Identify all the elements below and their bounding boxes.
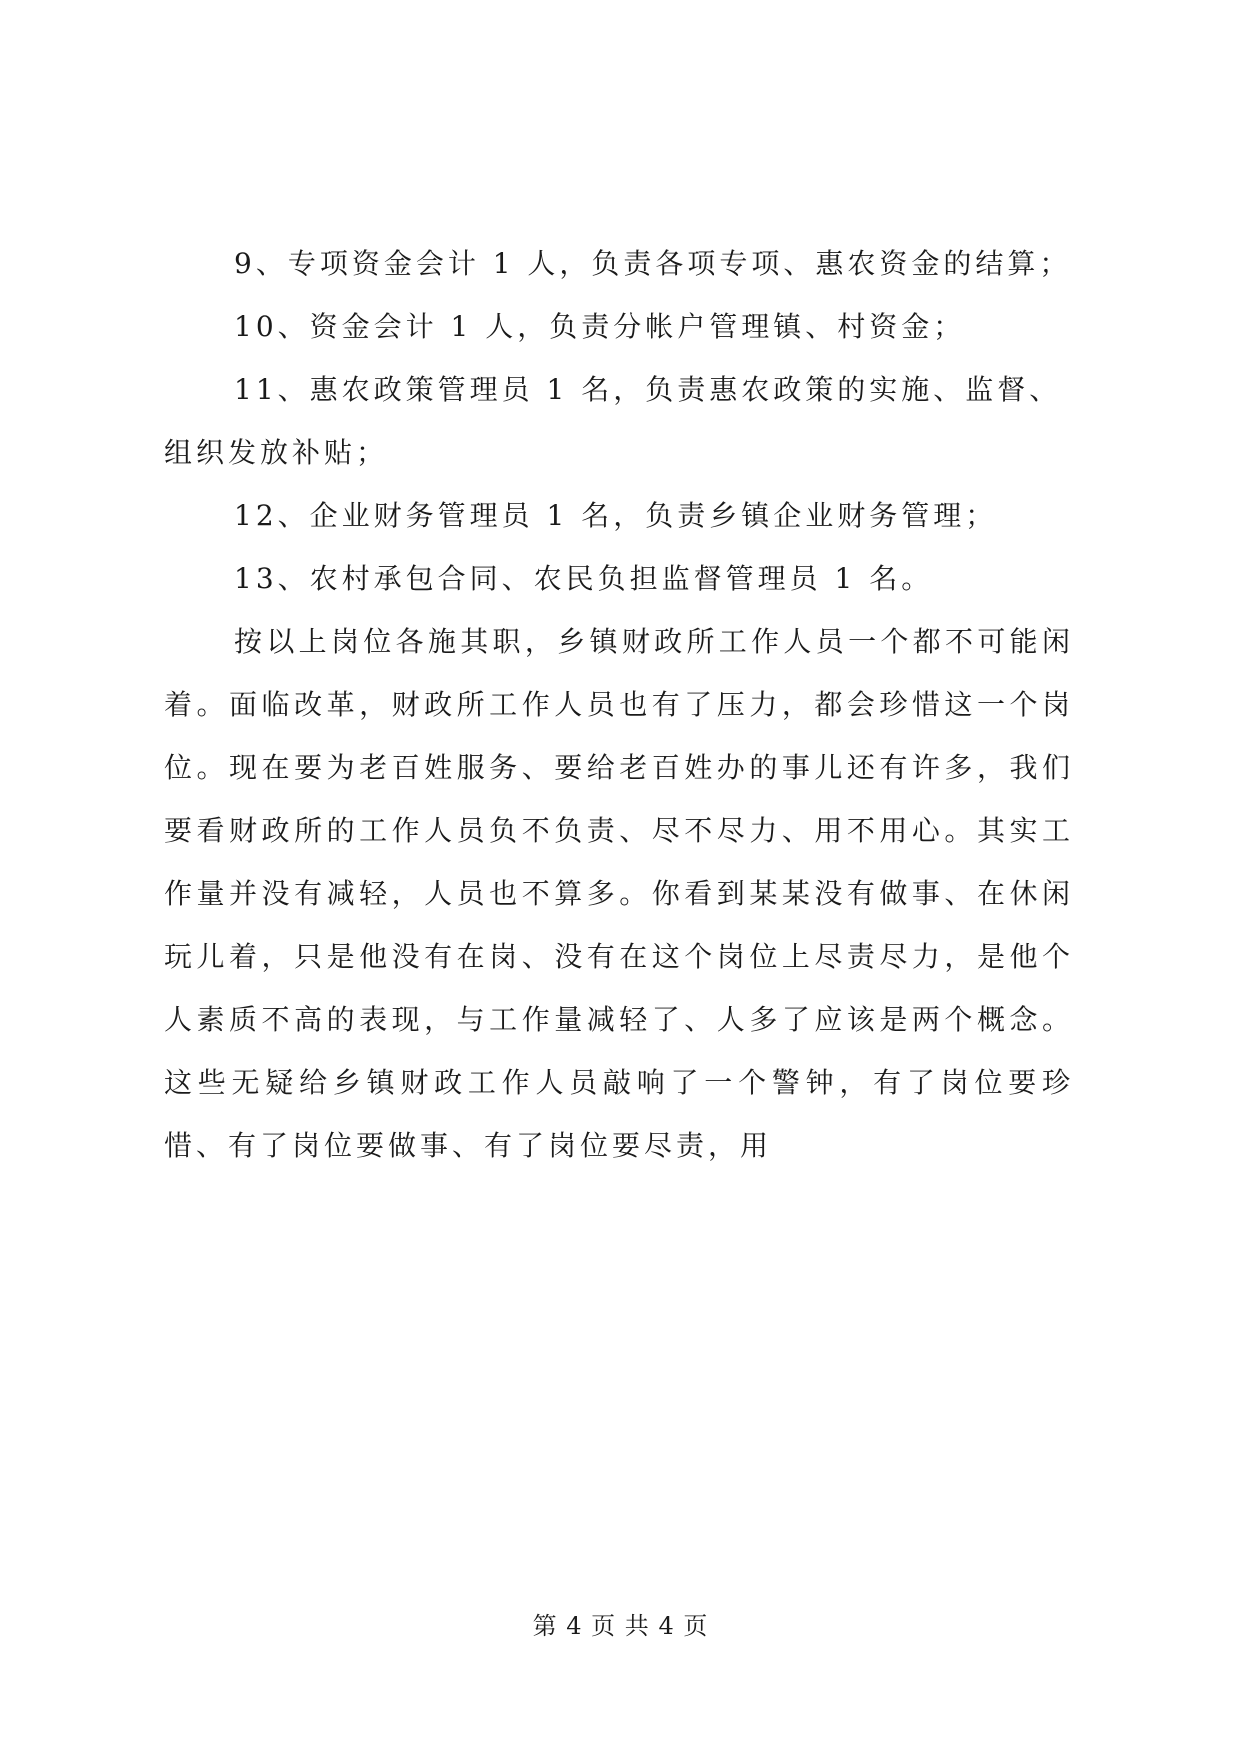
document-body: [164, 232, 1074, 1177]
list-item: 13、农村承包合同、农民负担监督管理员 1 名。: [234, 562, 934, 595]
body-paragraph: 按以上岗位各施其职，乡镇财政所工作人员一个都不可能闲着。面临改革，财政所工作人员也有了压力，都会珍惜这一个岗位。现在要为老百姓服务、要给老百姓办的事儿还有许多，我们要看财政所的工作人员负不负责、尽不尽力、用不用心。其实工作量并没有减轻，人员也不算多。你看到某某没有做事、在休闲玩儿着，只是他没有在岗、没有在这个岗位上尽责尽力，是他个人素质不高的表现，与工作量减轻了、人多了应该是两个概念。这些无疑给乡镇财政工作人员敲响了一个警钟，有了岗位要珍惜、有了岗位要做事、有了岗位要尽责，用: [164, 625, 1074, 1162]
list-item: 12、企业财务管理员 1 名，负责乡镇企业财务管理；: [234, 499, 998, 532]
page-number-footer: 第 4 页 共 4 页: [532, 1612, 709, 1640]
list-item: 10、资金会计 1 人，负责分帐户管理镇、村资金；: [234, 310, 966, 343]
list-item: 11、惠农政策管理员 1 名，负责惠农政策的实施、监督、组织发放补贴；: [164, 373, 1062, 469]
list-item: 9、专项资金会计 1 人，负责各项专项、惠农资金的结算；: [234, 247, 1072, 280]
